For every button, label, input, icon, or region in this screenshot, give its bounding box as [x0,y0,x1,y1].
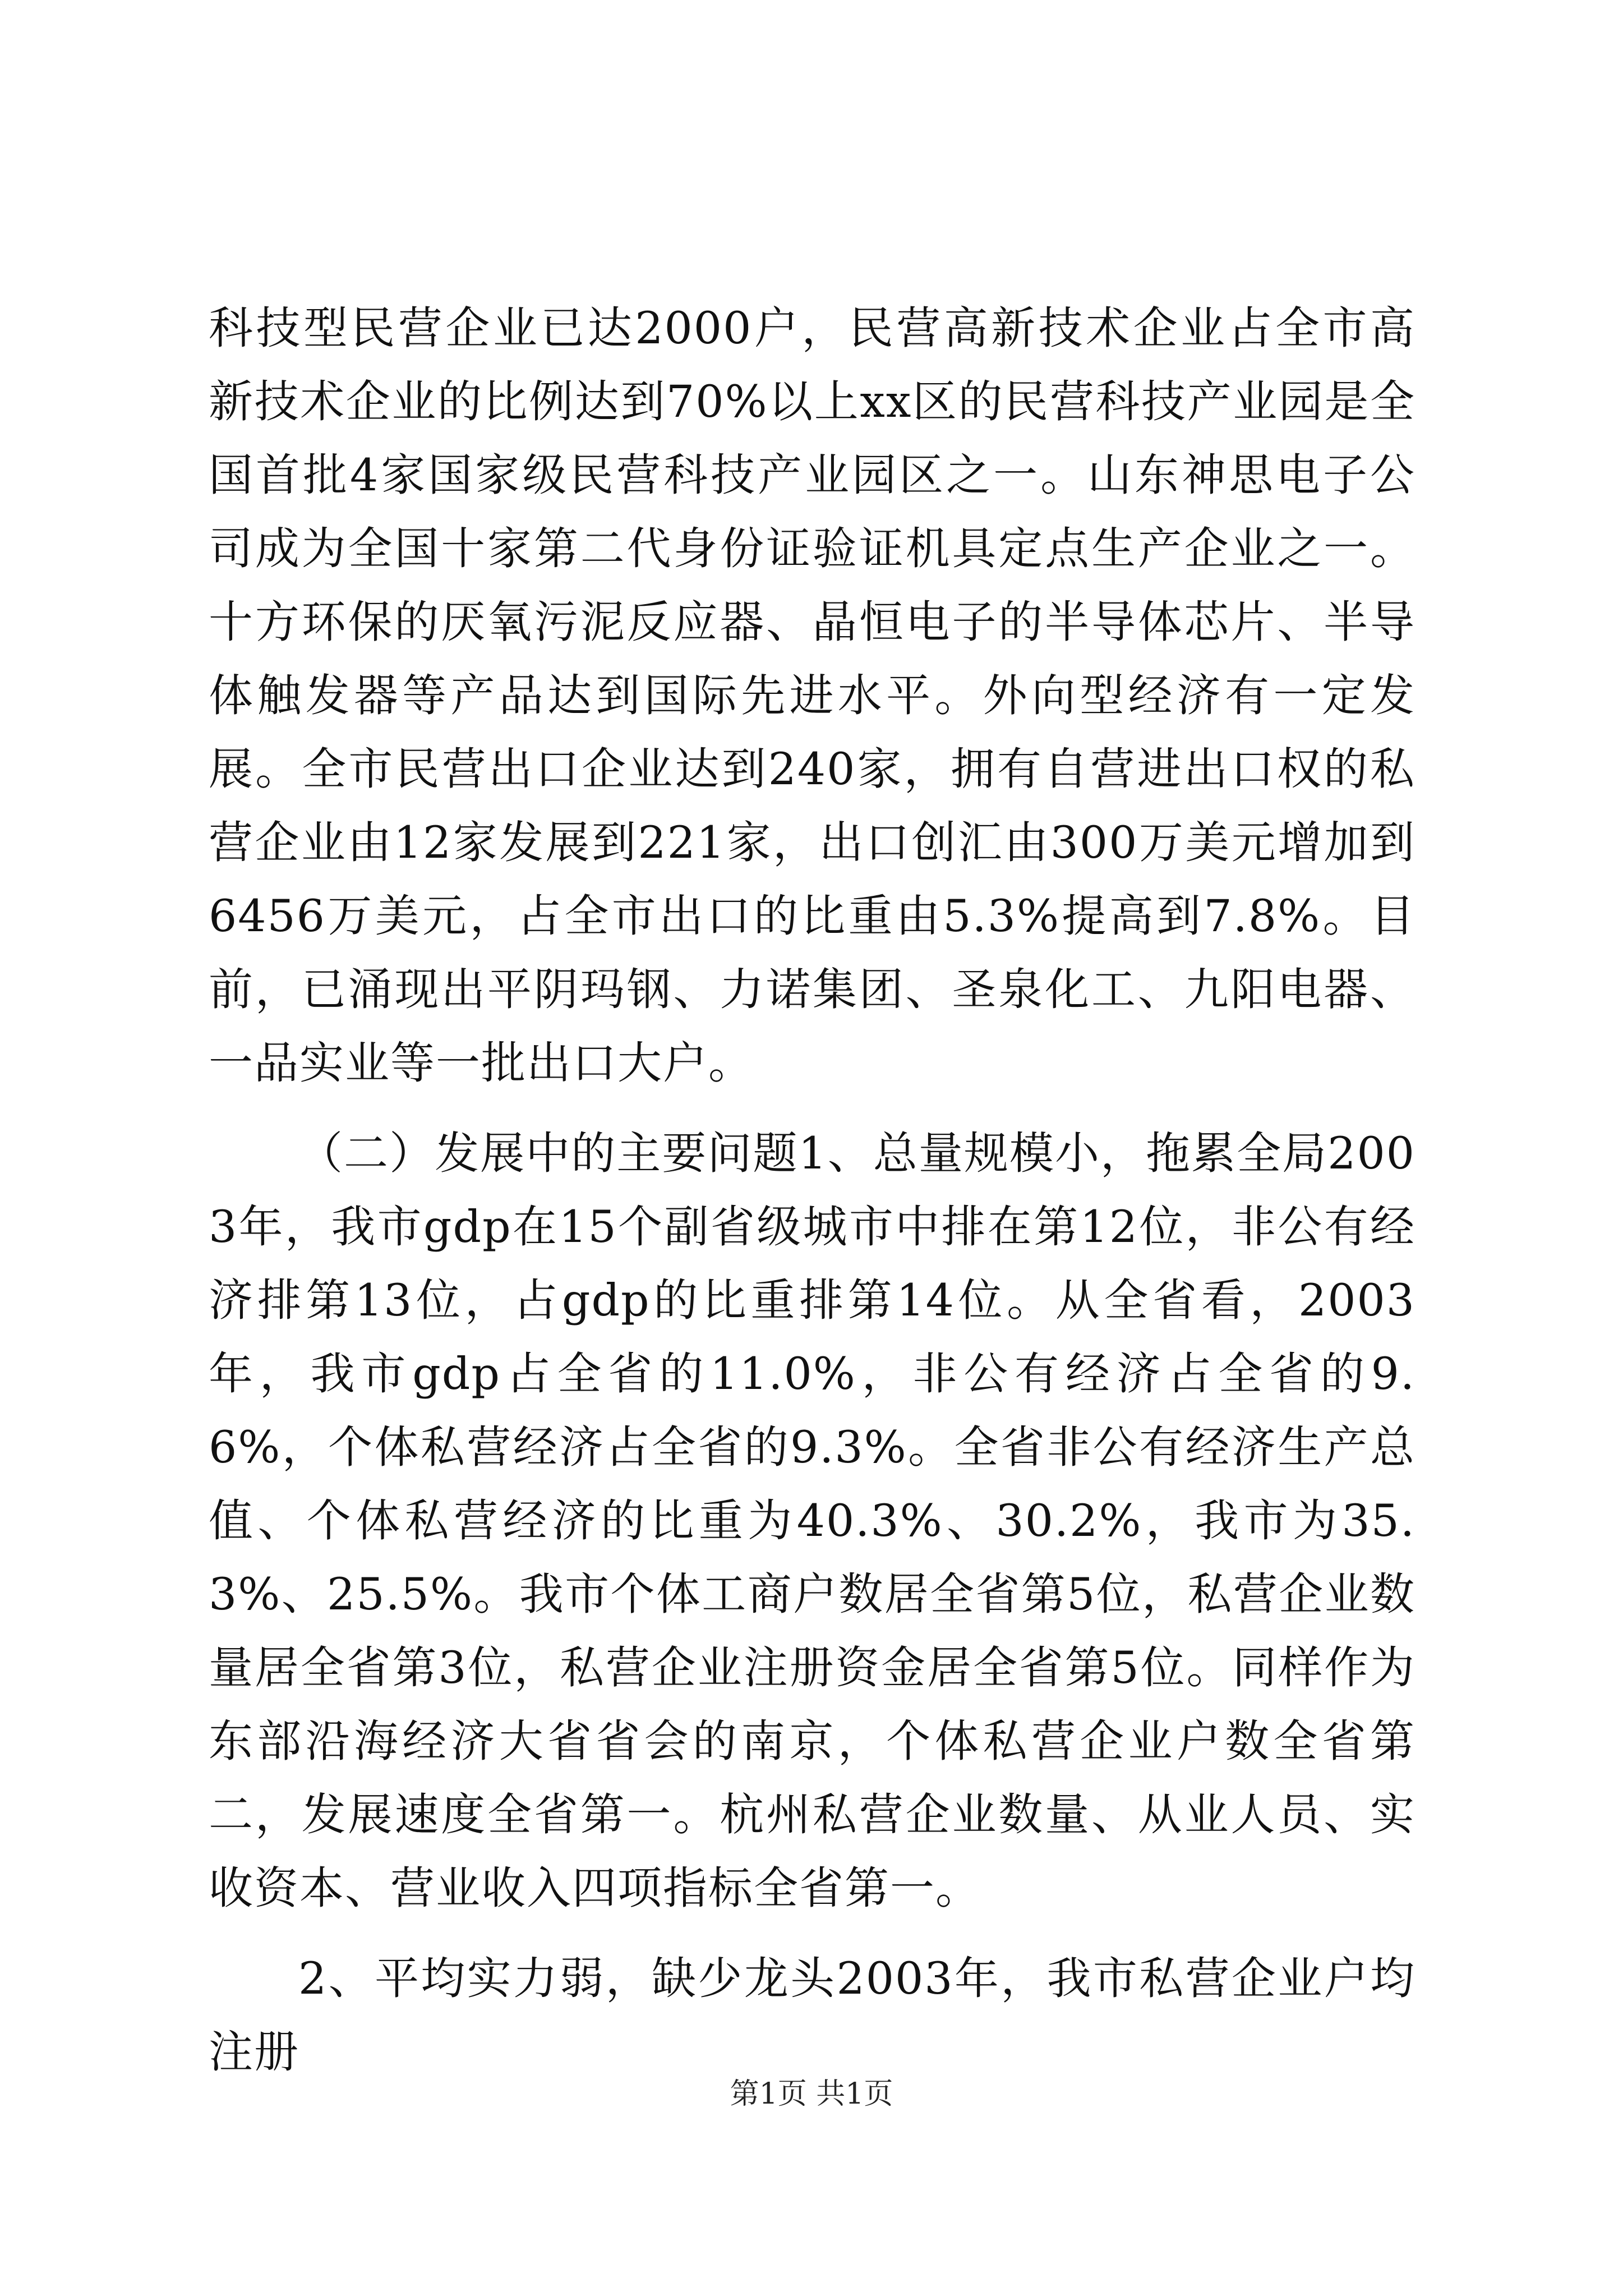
document-body [209,292,1415,2089]
paragraph-3: 2、平均实力弱，缺少龙头2003年，我市私营企业户均注册 [209,1953,1415,2078]
paragraph-2: （二）发展中的主要问题1、总量规模小，拖累全局2003年，我市gdp在15个副省级城市中排在第12位，非公有经济排第13位，占gdp的比重排第14位。从全省看，2003年，我市gdp占全省的11.0%，非公有经济占全省的9.6%，个体私营经济占全省的9.3%。全省非公有经济生产总值、个体私营经济的比重为40.3%、30.2%，我市为35.3%、25.5%。我市个体工商户数居全省第5位，私营企业数量居全省第3位，私营企业注册资金居全省第5位。同样作为东部沿海经济大省省会的南京，个体私营企业户数全省第二，发展速度全省第一。杭州私营企业数量、从业人员、实收资本、营业收入四项指标全省第一。 [209,1128,1415,1914]
paragraph-1: 科技型民营企业已达2000户，民营高新技术企业占全市高新技术企业的比例达到70%以上xx区的民营科技产业园是全国首批4家国家级民营科技产业园区之一。山东神思电子公司成为全国十家第二代身份证验证机具定点生产企业之一。十方环保的厌氧污泥反应器、晶恒电子的半导体芯片、半导体触发器等产品达到国际先进水平。外向型经济有一定发展。全市民营出口企业达到240家，拥有自营进出口权的私营企业由12家发展到221家，出口创汇由300万美元增加到6456万美元，占全市出口的比重由5.3%提高到7.8%。目前，已涌现出平阴玛钢、力诺集团、圣泉化工、九阳电器、一品实业等一批出口大户。 [209,302,1415,1089]
page-number-footer: 第1页 共1页 [730,2077,893,2111]
